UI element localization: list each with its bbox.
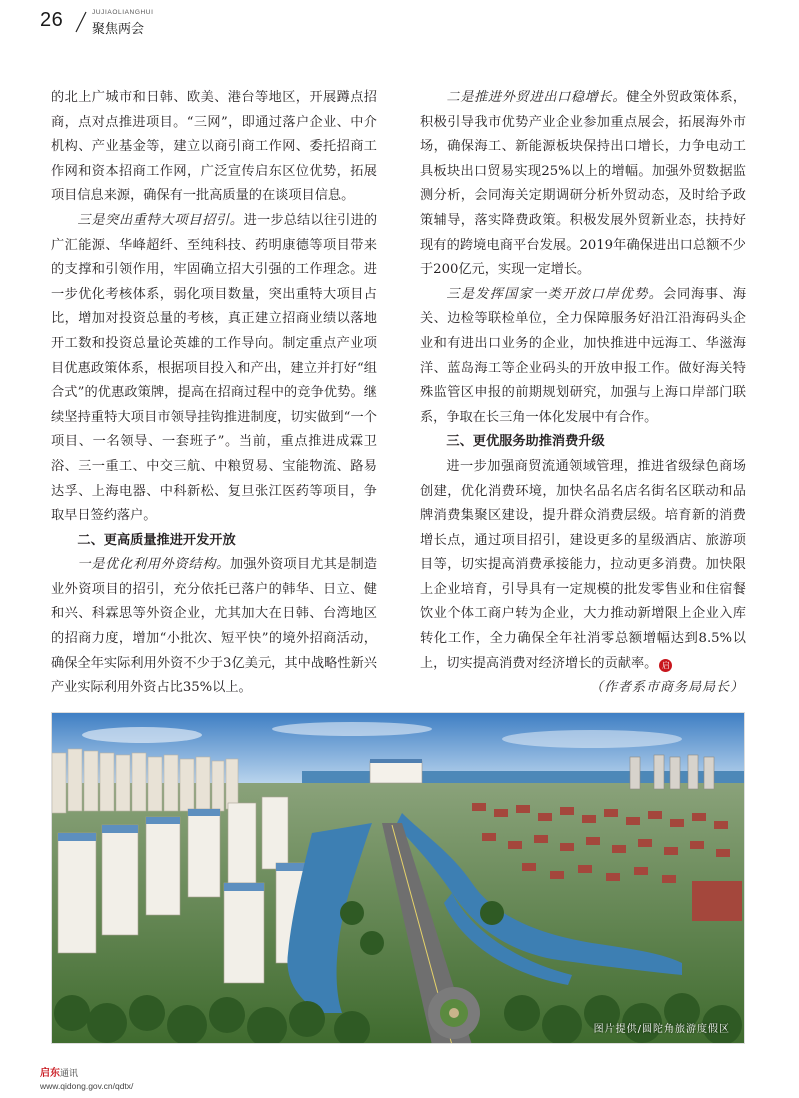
- paragraph-body: 进一步总结以往引进的广汇能源、华峰超纤、至纯科技、药明康德等项目带来的支撑和引领作用，牢固确立招大引强的工作理念。进一步优化考核体系，弱化项目数量，突出重特大项目占比，增加对投资总量的考核，真正建立招商业绩以落地开工数和投资总量论英雄的工作导向。制定重点产业项目优惠政策体系，根据项目投入和产出，建立并打好“组合式”的优惠政策牌，提高在招商过程中的竞争优势。继续坚持重特大项目市领导挂钩推进制度，切实做到“一个项目、一名领导、一套班子”。当前，重点推进成霖卫浴、三一重工、中交三航、中粮贸易、宝能物流、路易达孚、上海电器、中科新松、复旦张江医药等项目，争取早日签约落户。: [51, 212, 378, 524]
- section-heading-3: 三、更优服务助推消费升级: [446, 434, 605, 450]
- end-mark-icon: 启: [659, 659, 672, 672]
- section-heading-2: 二、更高质量推进开发开放: [77, 532, 236, 548]
- paragraph-major-projects: [51, 209, 377, 529]
- left-column: [51, 86, 377, 701]
- paragraph-port-advantage: [420, 283, 746, 431]
- footer-brand-red: 启东: [40, 1068, 60, 1079]
- page-number: 26: [40, 9, 64, 31]
- aerial-scene-illustration: [52, 713, 745, 1044]
- author-note: （作者系市商务局局长）: [589, 680, 744, 696]
- paragraph-continued: 的北上广城市和日韩、欧美、港台等地区，开展蹲点招商，点对点推进项目。“三网”，即通过落户企业、中介机构、产业基金等，建立以商引商工作网、委托招商工作网和资本招商工作网，广泛宣传启东区位优势，拓展项目信息来源，确保有一批高质量的在谈项目信息。: [51, 90, 377, 204]
- photo-credit: 图片提供/圆陀角旅游度假区: [593, 1024, 730, 1035]
- paragraph-lead: 三是突出重特大项目招引。: [77, 212, 244, 228]
- paragraph-body: 会同海事、海关、边检等联检单位，全力保障服务好沿江沿海码头企业和有进出口业务的企业，加快推进中远海工、华滋海洋、蓝岛海工等企业码头的开放申报工作。做好海关特殊监管区申报的前期规划研究，加强与上海口岸部门联系，争取在长三角一体化发展中有合作。: [420, 286, 747, 425]
- paragraph-consumption: [420, 455, 746, 676]
- page-header: [40, 6, 340, 38]
- paragraph-foreign-trade: [420, 86, 746, 283]
- page-footer: [40, 1064, 133, 1091]
- footer-brand-rest: 通讯: [60, 1069, 79, 1079]
- footer-brand: [40, 1064, 133, 1079]
- aerial-city-photo: [51, 712, 745, 1044]
- paragraph-lead: 三是发挥国家一类开放口岸优势。: [446, 286, 664, 302]
- header-slash-icon: [74, 10, 88, 34]
- paragraph-lead: 二是推进外贸进出口稳增长。: [446, 90, 627, 105]
- paragraph-body: 健全外贸政策体系，积极引导我市优势产业企业参加重点展会，拓展海外市场，确保海工、新能源板块保持出口增长，力争电动工具板块出口贸易实现25%以上的增幅。加强外贸数据监测分析，会同海关定期调研分析外贸动态，及时给予政策辅导，落实降费政策。积极发展外贸新业态，扶持好现有的跨境电商平台发展。2019年确保进出口总额不少于200亿元，实现一定增长。: [420, 90, 747, 278]
- paragraph-lead: 一是优化利用外资结构。: [77, 557, 231, 573]
- paragraph-body: 加强外资项目尤其是制造业外资项目的招引，充分依托已落户的韩华、日立、健和兴、科霖思等外资企业，尤其加大在日韩、台湾地区的招商力度，增加“小批次、短平快”的境外招商活动，确保全年实际利用外资不少于3亿美元，其中战略性新兴产业实际利用外资占比35%以上。: [51, 557, 378, 696]
- paragraph-foreign-investment: [51, 553, 377, 701]
- section-pinyin: JUJIAOLIANGHUI: [92, 9, 154, 16]
- footer-url: www.qidong.gov.cn/qdtx/: [40, 1081, 134, 1091]
- right-column: [420, 86, 746, 701]
- section-title: 聚焦两会: [92, 22, 145, 37]
- paragraph-body: 进一步加强商贸流通领域管理，推进省级绿色商场创建，优化消费环境，加快名品名店名街名区联动和品牌消费集聚区建设，提升群众消费层级。培育新的消费增长点，通过项目招引，建设更多的星级酒店、旅游项目等，切实提高消费承接能力，拉动更多消费。加快限上企业培育，引导具有一定规模的批发零售业和住宿餐饮业个体工商户转为企业，大力推动新增限上企业入库转化工作，全力确保全年社消零总额增幅达到8.5%以上，切实提高消费对经济增长的贡献率。: [420, 458, 746, 671]
